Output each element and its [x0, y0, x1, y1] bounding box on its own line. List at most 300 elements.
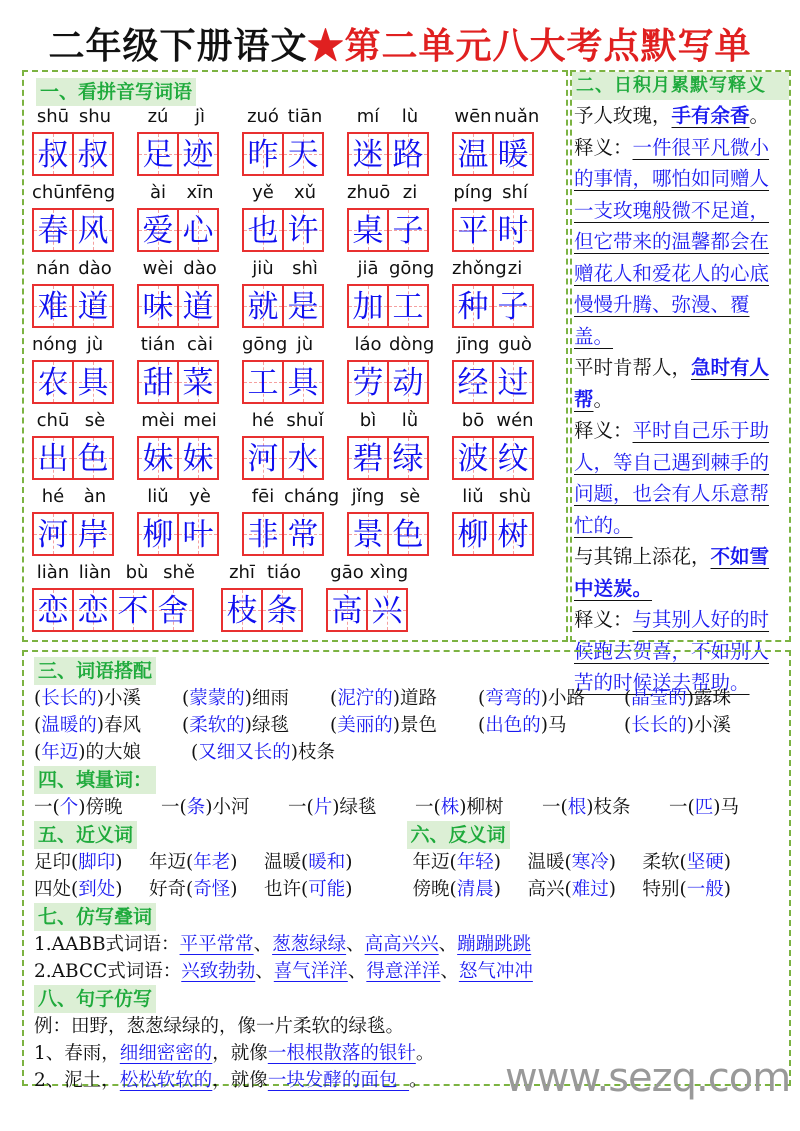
char-cell [282, 284, 324, 328]
idiom-explanation [574, 415, 787, 541]
word: 好奇 [149, 879, 187, 900]
pinyin-syllable: jiù [252, 258, 274, 279]
character: 工 [247, 365, 279, 401]
word-item [32, 182, 116, 252]
char-cell [242, 360, 284, 404]
collocation-word: 露珠 [693, 688, 731, 709]
word-pair: 好奇(奇怪) [149, 879, 238, 900]
char-cell [242, 512, 284, 556]
pinyin-syllable: jǐng [351, 486, 385, 507]
character: 足 [142, 137, 174, 173]
word-item [452, 258, 534, 328]
pinyin-syllable: xǔ [293, 182, 317, 203]
pinyin-syllable: mí [356, 106, 380, 127]
pinyin-syllable: jì [194, 106, 205, 127]
word-item [242, 410, 324, 480]
char-cell [282, 512, 324, 556]
pinyin-syllable: jiā [357, 258, 379, 279]
pair-answer: 一般 [686, 879, 724, 900]
collocation-word: 景色 [399, 715, 437, 736]
character: 妹 [142, 441, 174, 477]
measure-answer: 株 [440, 797, 460, 818]
pinyin-syllable: zi [507, 258, 523, 279]
tianzige-cells [32, 360, 114, 404]
character: 水 [287, 441, 319, 477]
pinyin [347, 106, 431, 127]
pinyin-syllable: zú [147, 106, 169, 127]
char-cell [387, 512, 429, 556]
pinyin [452, 182, 536, 203]
reduplicated-word: 得意洋洋 [366, 961, 441, 982]
collocation: (晶莹的)露珠 [624, 688, 731, 709]
pinyin-syllable: shí [502, 182, 528, 203]
pinyin-syllable: chūn [32, 182, 77, 203]
character: 色 [392, 517, 424, 553]
pinyin-syllable: tiáo [266, 562, 302, 583]
synonyms [34, 821, 407, 903]
reduplication-line [34, 931, 779, 958]
character: 岸 [77, 517, 109, 553]
character: 兴 [371, 593, 403, 629]
pinyin-syllable: liǔ [462, 486, 484, 507]
char-cell [137, 512, 179, 556]
character: 妹 [182, 441, 214, 477]
character: 经 [457, 365, 489, 401]
word-pair-line [34, 876, 407, 903]
pinyin-syllable: guò [498, 334, 532, 355]
character: 非 [247, 517, 279, 553]
character: 过 [497, 365, 529, 401]
prefix: 一 [415, 797, 434, 818]
word-item [32, 486, 114, 556]
pinyin [452, 410, 536, 431]
pinyin-syllable: wèi [142, 258, 174, 279]
section-heading: 一、看拼音写词语 [36, 78, 196, 106]
collocation-word: 小溪 [693, 715, 731, 736]
word-item [347, 410, 429, 480]
collocation-answer: 长长的 [631, 715, 687, 736]
prefix: 一 [669, 797, 688, 818]
word-item [452, 182, 534, 252]
word: 年迈 [412, 852, 450, 873]
word-pair-line [407, 849, 780, 876]
word-item [137, 258, 219, 328]
pinyin-syllable: shū [36, 106, 70, 127]
word-item [32, 258, 114, 328]
character: 柳 [457, 517, 489, 553]
word-item [242, 182, 324, 252]
reduplicated-word: 高高兴兴 [364, 934, 439, 955]
word-pair-line [407, 876, 780, 903]
pinyin [242, 486, 340, 507]
pinyin-syllable: wēn [454, 106, 492, 127]
explanation-text: 平时自己乐于助人，等自己遇到棘手的问题，也会有人乐意帮忙的。 [574, 419, 770, 537]
char-cell [32, 132, 74, 176]
collocation: (长长的)小溪 [624, 715, 731, 736]
char-cell [452, 360, 494, 404]
char-cell [72, 284, 114, 328]
character: 味 [142, 289, 174, 325]
word-item [32, 106, 114, 176]
sentence-pre: 1、春雨， [34, 1043, 120, 1064]
pair-answer: 到处 [78, 879, 116, 900]
prefix: 一 [288, 797, 307, 818]
collocation-word: 绿毯 [251, 715, 289, 736]
char-cell [282, 132, 324, 176]
collocation-word: 小溪 [103, 688, 141, 709]
collocation-word: 小路 [547, 688, 585, 709]
char-cell [242, 284, 284, 328]
word-item [326, 562, 409, 632]
collocation: (泥泞的)道路 [330, 688, 437, 709]
word-item [137, 486, 219, 556]
char-cell [32, 436, 74, 480]
tianzige-cells [347, 360, 429, 404]
pair-answer: 脚印 [78, 852, 116, 873]
char-cell [347, 360, 389, 404]
pinyin-syllable: dòng [389, 334, 435, 355]
pinyin [32, 106, 116, 127]
idiom-explanation [574, 132, 787, 353]
measure-noun: 马 [720, 797, 739, 818]
idiom-entry [574, 100, 787, 132]
character: 不 [117, 593, 149, 629]
reduplicated-word: 蹦蹦跳跳 [457, 934, 532, 955]
char-cell [387, 436, 429, 480]
character: 色 [77, 441, 109, 477]
pinyin-syllable: xìng [369, 562, 409, 583]
character: 种 [457, 289, 489, 325]
sentence-mid: ，就像 [212, 1070, 268, 1091]
character: 迷 [352, 137, 384, 173]
pinyin-syllable: wén [496, 410, 534, 431]
heading-row [34, 985, 779, 1013]
synonym-antonym [34, 821, 779, 903]
tianzige-cells [452, 208, 534, 252]
char-cell [177, 132, 219, 176]
tianzige-cells [242, 132, 324, 176]
pinyin [32, 334, 116, 355]
collocation-answer: 蒙蒙的 [189, 688, 245, 709]
collocation-answer: 温暖的 [41, 715, 97, 736]
pinyin [242, 182, 326, 203]
idiom-entry [574, 541, 787, 604]
word-item [347, 334, 435, 404]
collocation-word: 的大娘 [85, 742, 141, 763]
sentence-b: 一根根散落的银针 [267, 1043, 416, 1064]
character: 恋 [37, 593, 69, 629]
collocation: (美丽的)景色 [330, 715, 437, 736]
char-cell [347, 284, 389, 328]
pinyin [137, 486, 221, 507]
pinyin-syllable: zhuō [347, 182, 391, 203]
pinyin-syllable: cài [187, 334, 213, 355]
pinyin-syllable: fēng [74, 182, 116, 203]
idiom-prompt: 与其锦上添花， [574, 545, 711, 568]
idiom-list [572, 100, 789, 699]
word-pair: 年迈(年老) [149, 852, 238, 873]
pinyin-syllable: nán [36, 258, 70, 279]
pinyin-syllable: ài [149, 182, 167, 203]
collocation-word: 道路 [399, 688, 437, 709]
pinyin-syllable: tiān [287, 106, 323, 127]
pinyin-syllable: mei [183, 410, 217, 431]
char-cell [492, 512, 534, 556]
tianzige-cells [452, 360, 534, 404]
char-cell [177, 208, 219, 252]
char-cell [492, 132, 534, 176]
collocation-answer: 晶莹的 [631, 688, 687, 709]
character: 恋 [77, 593, 109, 629]
measure-answer: 个 [59, 797, 79, 818]
pinyin [32, 562, 200, 583]
pinyin-syllable: liàn [36, 562, 70, 583]
character: 农 [37, 365, 69, 401]
character: 道 [77, 289, 109, 325]
reduplication-line [34, 958, 779, 985]
pinyin-syllable: jīng [456, 334, 490, 355]
pinyin-syllable: chū [36, 410, 70, 431]
character: 叶 [182, 517, 214, 553]
tianzige-cells [326, 588, 408, 632]
char-cell [282, 360, 324, 404]
word-item [452, 486, 534, 556]
word: 高兴 [527, 879, 565, 900]
pinyin-syllable: jù [86, 334, 104, 355]
tianzige-cells [221, 588, 303, 632]
pinyin-syllable: yè [189, 486, 211, 507]
char-cell [72, 208, 114, 252]
tianzige-cells [242, 284, 324, 328]
tianzige-cells [242, 208, 324, 252]
tianzige-cells [242, 360, 324, 404]
pinyin-syllable: gōng [242, 334, 288, 355]
pinyin-syllable: gāo [330, 562, 364, 583]
char-cell [387, 132, 429, 176]
char-cell [492, 360, 534, 404]
character: 条 [266, 593, 298, 629]
pinyin-syllable: zhǒng [452, 258, 507, 279]
prefix: 一 [542, 797, 561, 818]
pinyin-syllable: hé [251, 410, 275, 431]
char-cell [72, 132, 114, 176]
char-cell [242, 132, 284, 176]
sentence-a: 松松软软的 [119, 1070, 213, 1091]
word: 温暖 [264, 852, 302, 873]
character: 常 [287, 517, 319, 553]
char-cell [452, 436, 494, 480]
tianzige-cells [347, 284, 429, 328]
collocation-answer: 泥泞的 [337, 688, 393, 709]
sentence-mid: ，就像 [212, 1043, 268, 1064]
sentence-end: 。 [415, 1043, 435, 1064]
char-cell [366, 588, 408, 632]
word-pair: 温暖(暖和) [264, 852, 353, 873]
idiom-answer: 手有余香 [671, 104, 750, 127]
pinyin [452, 106, 540, 127]
pinyin-syllable: shù [498, 486, 532, 507]
char-cell [32, 208, 74, 252]
pinyin [137, 334, 221, 355]
character: 菜 [182, 365, 214, 401]
title-grade: 二年级下册语文 [48, 25, 308, 67]
character: 桌 [352, 213, 384, 249]
character: 高 [331, 593, 363, 629]
char-cell [326, 588, 368, 632]
reduplicated-word: 喜气洋洋 [273, 961, 348, 982]
pinyin-syllable: mèi [141, 410, 175, 431]
char-cell [177, 284, 219, 328]
pinyin-syllable: nuǎn [494, 106, 540, 127]
separator: 、 [438, 934, 458, 955]
explanation-label: 释义： [574, 135, 633, 159]
pinyin-syllable: lǜ [401, 410, 419, 431]
pinyin-syllable: sè [399, 486, 421, 507]
character: 难 [37, 289, 69, 325]
character: 叔 [77, 137, 109, 173]
collocation: (年迈)的大娘 [34, 742, 141, 763]
character: 动 [392, 365, 424, 401]
char-cell [137, 284, 179, 328]
character: 具 [287, 365, 319, 401]
measure-answer: 根 [567, 797, 587, 818]
tianzige-cells [347, 436, 429, 480]
measure-item: 一(根)枝条 [542, 797, 631, 818]
word-item [452, 410, 534, 480]
pinyin [452, 334, 536, 355]
pinyin-syllable: gōng [389, 258, 435, 279]
character: 叔 [37, 137, 69, 173]
heading-row [34, 657, 779, 685]
heading-row [34, 821, 407, 849]
pinyin [32, 258, 116, 279]
measure-noun: 绿毯 [339, 797, 377, 818]
character: 纹 [497, 441, 529, 477]
pinyin [452, 486, 536, 507]
tianzige-cells [242, 436, 324, 480]
character: 河 [37, 517, 69, 553]
pair-answer: 年轻 [456, 852, 494, 873]
char-cell [72, 588, 114, 632]
character: 枝 [226, 593, 258, 629]
char-cell [387, 284, 429, 328]
line-label: 2.ABCC式词语： [34, 961, 182, 982]
antonyms [407, 821, 780, 903]
word-item [137, 182, 219, 252]
word-item [32, 410, 114, 480]
separator: 、 [346, 934, 365, 955]
character: 温 [457, 137, 489, 173]
measure-item: 一(条)小河 [161, 797, 250, 818]
char-cell [492, 436, 534, 480]
sentence-a: 细细密密的 [119, 1043, 213, 1064]
char-cell [347, 436, 389, 480]
collocation-word: 枝条 [297, 742, 335, 763]
pinyin [32, 410, 116, 431]
pinyin [347, 486, 431, 507]
tianzige-cells [137, 284, 219, 328]
pinyin-syllable: dào [183, 258, 217, 279]
pinyin-syllable: fēi [251, 486, 275, 507]
tianzige-cells [347, 208, 429, 252]
char-cell [32, 284, 74, 328]
collocation-answer: 年迈 [41, 742, 79, 763]
pinyin [137, 106, 221, 127]
char-cell [72, 360, 114, 404]
heading-row [34, 903, 779, 931]
character: 具 [77, 365, 109, 401]
measure-answer: 匹 [694, 797, 714, 818]
word-pair: 柔软(坚硬) [642, 852, 731, 873]
pinyin-syllable: dào [78, 258, 112, 279]
word-item [242, 106, 324, 176]
tianzige-cells [137, 360, 219, 404]
punct: 。 [749, 104, 770, 127]
watermark: www.sezq.com [505, 1055, 791, 1101]
pair-answer: 坚硬 [686, 852, 724, 873]
collocation-answer: 美丽的 [337, 715, 393, 736]
character: 劳 [352, 365, 384, 401]
line-label: 1.AABB式词语： [34, 934, 180, 955]
collocation-line [34, 712, 779, 739]
char-cell [282, 436, 324, 480]
character: 昨 [247, 137, 279, 173]
pinyin [221, 562, 305, 583]
word-pair: 傍晚(清晨) [412, 879, 501, 900]
char-cell [387, 360, 429, 404]
pinyin [242, 106, 326, 127]
char-cell [282, 208, 324, 252]
char-cell [32, 588, 74, 632]
word-item [32, 334, 114, 404]
word-item [32, 562, 195, 632]
character: 天 [287, 137, 319, 173]
pinyin [137, 410, 221, 431]
sentence-b: 一块发酵的面包 [267, 1070, 410, 1091]
char-cell [32, 512, 74, 556]
word-pair: 也许(可能) [264, 879, 353, 900]
word-item [242, 258, 324, 328]
tianzige-cells [347, 512, 429, 556]
char-cell [452, 512, 494, 556]
title-unit: 第二单元八大考点默写单 [344, 25, 752, 67]
char-cell [492, 284, 534, 328]
word-item [347, 258, 435, 328]
word-pair: 四处(到处) [34, 879, 123, 900]
pinyin-syllable: nóng [32, 334, 78, 355]
char-cell [137, 208, 179, 252]
char-cell [452, 208, 494, 252]
word-pair: 足印(脚印) [34, 852, 123, 873]
char-cell [72, 436, 114, 480]
word: 足印 [34, 852, 72, 873]
char-cell [242, 436, 284, 480]
explanation-text: 一件很平凡微小的事情，哪怕如同赠人一支玫瑰般微不足道，但它带来的温馨都会在赠花人和爱花人的心底慢慢升腾、弥漫、覆盖。 [574, 135, 770, 348]
collocation-line [34, 685, 779, 712]
measure-noun: 枝条 [593, 797, 631, 818]
pair-answer: 暖和 [308, 852, 346, 873]
pinyin-syllable: píng [453, 182, 493, 203]
separator: 、 [255, 961, 274, 982]
char-cell [242, 208, 284, 252]
char-cell [152, 588, 194, 632]
word-pair: 特别(一般) [642, 879, 731, 900]
pinyin-syllable: zhī [229, 562, 255, 583]
pair-answer: 年老 [193, 852, 231, 873]
char-cell [347, 512, 389, 556]
word-item [242, 486, 340, 556]
measure-item: 一(个)傍晚 [34, 797, 123, 818]
